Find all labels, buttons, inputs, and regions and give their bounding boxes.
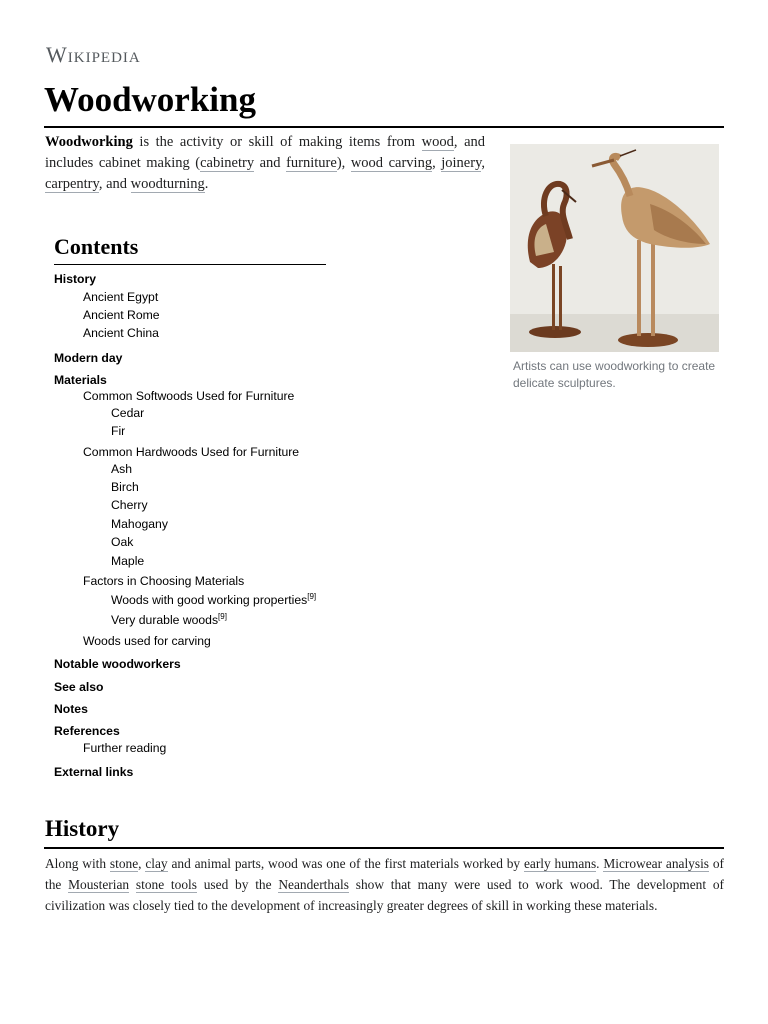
intro-term: Woodworking	[45, 134, 133, 150]
link-wood-carving[interactable]: wood carving	[350, 155, 433, 171]
link-neanderthals[interactable]: Neanderthals	[278, 877, 349, 892]
toc-item[interactable]	[111, 406, 144, 420]
toc-item[interactable]	[54, 351, 122, 365]
link-clay[interactable]: clay	[145, 856, 168, 871]
toc-item-label: See also	[54, 680, 104, 694]
toc-item-label: Ancient Rome	[83, 308, 160, 322]
link-woodturning[interactable]: woodturning	[130, 176, 205, 192]
toc-item-label: Common Hardwoods Used for Furniture	[83, 445, 300, 459]
intro-paragraph: Woodworking is the activity or skill of making items from wood, and includes cabinet making (cabinetry and furniture), wood carving, joinery, carpentry, and woodturning.	[45, 134, 486, 192]
table-of-contents	[54, 234, 326, 779]
toc-item[interactable]	[54, 765, 133, 779]
toc-item[interactable]	[54, 724, 120, 738]
toc-item-label: Materials	[54, 373, 107, 387]
toc-item[interactable]	[83, 741, 166, 755]
link-joinery[interactable]: joinery	[441, 155, 482, 171]
toc-item[interactable]	[111, 424, 125, 438]
infobox-figure	[510, 144, 719, 392]
link-cabinetry[interactable]: cabinetry	[200, 155, 255, 171]
toc-item-label: Oak	[111, 535, 134, 549]
toc-item-label: Further reading	[83, 741, 167, 755]
toc-item-label: Cedar	[111, 406, 145, 420]
link-wood[interactable]: wood	[421, 134, 454, 150]
toc-item-label: Woods used for carving	[83, 634, 211, 648]
toc-item[interactable]	[111, 554, 144, 568]
toc-item-label: Notable woodworkers	[54, 657, 181, 671]
toc-item[interactable]	[54, 680, 103, 694]
toc-item-label: Fir	[111, 424, 126, 438]
toc-item-label: Cherry	[111, 498, 148, 512]
link-furniture[interactable]: furniture	[286, 155, 337, 171]
toc-item-label: Notes	[54, 702, 88, 716]
toc-item[interactable]	[111, 535, 133, 549]
toc-item[interactable]	[83, 389, 294, 403]
toc-item[interactable]	[83, 574, 244, 588]
toc-item-label: Factors in Choosing Materials	[83, 574, 245, 588]
link-microwear-analysis[interactable]: Microwear analysis	[603, 856, 710, 871]
toc-item[interactable]	[54, 657, 181, 671]
history-paragraph: Along with stone, clay and animal parts, wood was one of the first materials worked by early humans. Microwear analysis of the Mousterian stone tools used by the Neanderthals show that many were used to work wood. The development of civilization was closely tied to the development of increasingly greater degrees of skill in working these materials.	[45, 856, 724, 913]
toc-item[interactable]	[54, 272, 96, 286]
wikipedia-wordmark[interactable]: Wikipedia	[46, 42, 141, 67]
section-heading-history: History	[45, 816, 120, 841]
toc-item[interactable]	[111, 612, 227, 627]
toc-item-label: Maple	[111, 554, 145, 568]
section-divider	[44, 847, 724, 849]
toc-item-label: Woods with good working properties	[111, 593, 308, 607]
link-mousterian[interactable]: Mousterian	[68, 877, 130, 892]
toc-item[interactable]	[111, 498, 148, 512]
toc-item-label: Ancient Egypt	[83, 290, 159, 304]
toc-item-label: Very durable woods	[111, 613, 219, 627]
toc-item[interactable]	[83, 326, 159, 340]
page-title: Woodworking	[44, 80, 256, 119]
link-stone[interactable]: stone	[109, 856, 139, 871]
toc-item-label: Ancient China	[83, 326, 159, 340]
toc-item[interactable]	[83, 308, 160, 322]
link-carpentry[interactable]: carpentry	[45, 176, 99, 192]
figure-caption: Artists can use woodworking to create delicate sculptures.	[513, 359, 716, 390]
toc-title: Contents	[54, 234, 326, 265]
toc-item[interactable]	[54, 702, 88, 716]
toc-item[interactable]	[54, 373, 107, 387]
heron-sculptures-image[interactable]	[510, 144, 719, 352]
toc-item-label: Common Softwoods Used for Furniture	[83, 389, 295, 403]
link-stone-tools[interactable]: stone tools	[135, 877, 197, 892]
toc-item[interactable]	[83, 290, 158, 304]
link-early-humans[interactable]: early humans	[523, 856, 597, 871]
toc-item-label: Ash	[111, 462, 133, 476]
citation-ref[interactable]: [9]	[307, 592, 317, 601]
toc-item[interactable]	[111, 517, 168, 531]
toc-item[interactable]	[111, 462, 132, 476]
citation-ref[interactable]: [9]	[218, 612, 227, 621]
toc-item-label: Mahogany	[111, 517, 168, 531]
toc-item-label: External links	[54, 765, 134, 779]
toc-item[interactable]	[111, 480, 139, 494]
title-divider	[44, 126, 724, 128]
toc-item-label: History	[54, 272, 96, 286]
toc-item[interactable]	[83, 634, 211, 648]
toc-item[interactable]	[111, 592, 316, 607]
toc-item-label: Modern day	[54, 351, 123, 365]
toc-item[interactable]	[83, 445, 299, 459]
toc-item-label: Birch	[111, 480, 139, 494]
toc-item-label: References	[54, 724, 120, 738]
